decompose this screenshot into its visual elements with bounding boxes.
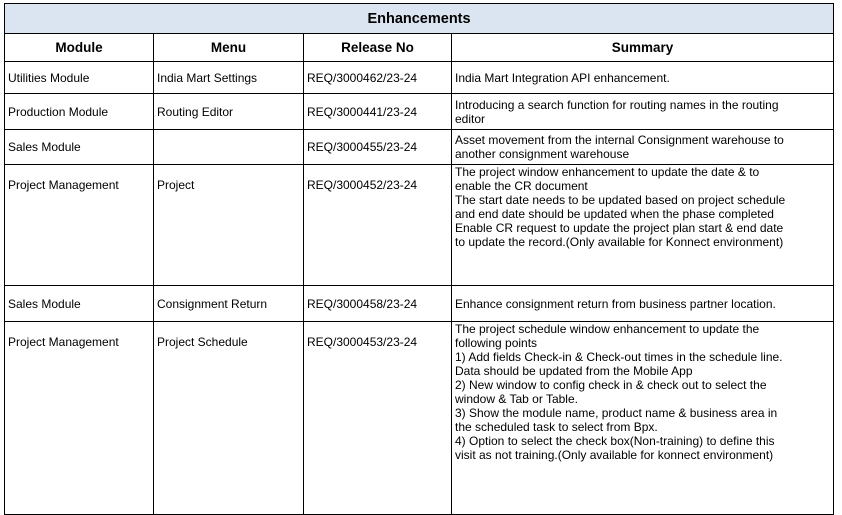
menu-cell: Project Schedule <box>154 322 304 515</box>
summary-cell: The project window enhancement to update the date & to enable the CR document The start date needs to be updated based on project schedule and end date should be updated when the phase completed Enable CR request to update the project plan start & end date to update the record.(Only available for Konnect environment) <box>452 165 834 286</box>
release-cell: REQ/3000441/23-24 <box>304 94 452 130</box>
module-cell: Project Management <box>5 322 154 515</box>
table-row <box>5 165 834 286</box>
module-cell: Project Management <box>5 165 154 286</box>
table-row <box>5 286 834 322</box>
module-cell: Sales Module <box>5 286 154 322</box>
table-row <box>5 322 834 515</box>
summary-cell: India Mart Integration API enhancement. <box>452 62 834 94</box>
table-row <box>5 94 834 130</box>
summary-cell: Enhance consignment return from business partner location. <box>452 286 834 322</box>
summary-cell: Asset movement from the internal Consignment warehouse to another consignment warehouse <box>452 130 834 165</box>
menu-cell: Routing Editor <box>154 94 304 130</box>
table-row <box>5 130 834 165</box>
summary-cell: Introducing a search function for routing names in the routing editor <box>452 94 834 130</box>
enhancements-table <box>4 3 834 515</box>
menu-cell: Project <box>154 165 304 286</box>
release-cell: REQ/3000452/23-24 <box>304 165 452 286</box>
menu-cell: Consignment Return <box>154 286 304 322</box>
menu-cell <box>154 130 304 165</box>
module-cell: Production Module <box>5 94 154 130</box>
table-title: Enhancements <box>5 4 834 34</box>
summary-cell: The project schedule window enhancement to update the following points 1) Add fields Check-in & Check-out times in the schedule line. Data should be updated from the Mobile App 2) New window to config check in & check out to select the window & Tab or Table. 3) Show the module name, product name & business area in the scheduled task to select from Bpx. 4) Option to select the check box(Non-training) to define this visit as not training.(Only available for konnect environment) <box>452 322 834 515</box>
release-cell: REQ/3000458/23-24 <box>304 286 452 322</box>
module-cell: Sales Module <box>5 130 154 165</box>
menu-cell: India Mart Settings <box>154 62 304 94</box>
column-header-module: Module <box>5 34 154 62</box>
module-cell: Utilities Module <box>5 62 154 94</box>
column-header-menu: Menu <box>154 34 304 62</box>
column-header-summary: Summary <box>452 34 834 62</box>
release-cell: REQ/3000453/23-24 <box>304 322 452 515</box>
table-row <box>5 62 834 94</box>
release-cell: REQ/3000462/23-24 <box>304 62 452 94</box>
column-header-release-no: Release No <box>304 34 452 62</box>
release-cell: REQ/3000455/23-24 <box>304 130 452 165</box>
